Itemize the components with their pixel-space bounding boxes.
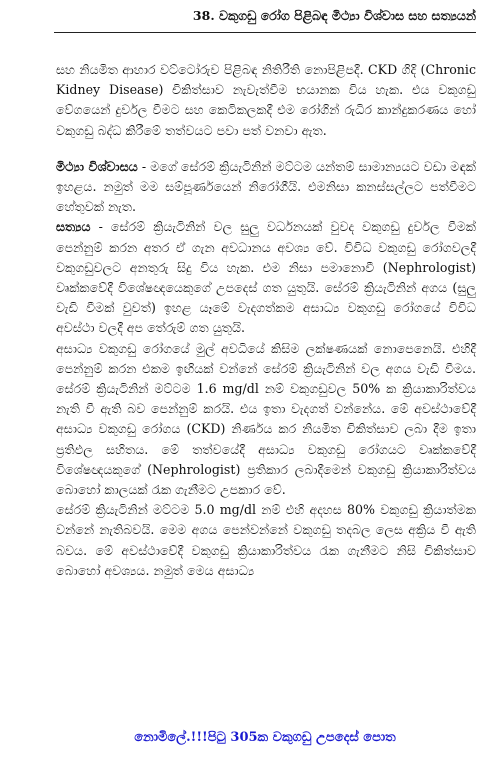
truth-label: සත්‍යය	[56, 219, 91, 235]
early-stage-paragraph: අසාධ්‍ය වකුගඩු රෝගයේ මුල් අවධියේ කිසිම ලක්ෂණයක් නොපෙනෙයි. එහිදී පෙන්නුම් කරන එකම ඉඟියක් වන්නේ සේරම් ක්‍රියැටිනින් වල අගය වැඩි වීමය. සේරම් ක්‍රියැටිනින් මට්ටම 1.6 mg/dl නම් වකුගඩුවල 50% ක ක්‍රියාකාරිත්වය නැති වී ඇති බව පෙන්නුම් කරයි. එය ඉතා වැදගත් වන්නේය. මේ අවස්ථාවේදී අසාධ්‍ය වකුගඩු රෝගය (CKD) නිර්ණය කර නියමිත චිකිත්සාව ලබා දීම ඉතා ප්‍රතිඵල සහිතය. මේ තත්වයේදී අසාධ්‍ය වකුගඩු රෝගයට වෘක්කවේදී විශේෂඥයකුගේ (Nephrologist) ප්‍රතිකාර ලබාදීමෙන් වකුගඩු ක්‍රියාකාරිත්වය බොහෝ කාලයක් රැක ගැනීමට උපකාර වේ.	[56, 340, 476, 498]
paragraph-gap	[56, 141, 476, 157]
truth-text: - සේරම් ක්‍රියැටිනින් වල සුලු වර්ධනයක් වුවද වකුගඩු දුර්වල වීමක් පෙන්නුම් කරන අතර ඒ ගැන අවධානය අවශ්‍ය වේ. විවිධ වකුගඩු රෝගවලදී වකුගඩුවලට අනතුරු සිදු විය හැක. එම නිසා පමානොවී (Nephrologist) වෘක්කවේදී විශේෂඥයෙකුගේ උපදෙස් ගත යුතුයි. සේරම් ක්‍රියැටිනින් අගය (සුලු වැඩි වීමක් වුවත්) ඉහළ යෑමේ වැදගත්කම අසාධ්‍ය වකුගඩු රෝගයේ විවිධ අවස්ථා වලදී අප තේරුම් ගත යුතුයි.	[56, 219, 476, 336]
running-header: 38. වකුගඩු රෝග පිළිබඳ මිථ්‍යා විශ්වාස සහ සත්‍යයන්	[192, 8, 476, 23]
page-body	[56, 60, 476, 581]
advanced-stage-paragraph: සේරම් ක්‍රියැටිනින් මට්ටම 5.0 mg/dl නම් එහි අදහස 80% වකුගඩු ක්‍රියාත්මක වන්නේ නැතිබවයි. මෙම අගය පෙන්වන්නේ වකුගඩු තදබල ලෙස අක්‍රිය වී ඇති බවය. මේ අවස්ථාවේදී වකුගඩු ක්‍රියාකාරිත්වය රැක ගැනීමට නිසි චිකිත්සාව බොහෝ අවශ්‍යය. නමුත් මෙය අසාධ්‍ය	[56, 502, 476, 578]
myth-paragraph	[56, 157, 476, 218]
myth-text: - මගේ සේරම් ක්‍රියැටිනින් මට්ටම යන්තම් සාමාන්‍යයට වඩා මඳක් ඉහළය. නමුත් මම සම්පූර්ණයෙන් නිරෝගීයි. එමනිසා කනස්සල්ලට පත්වීමට හේතුවක් නැත.	[56, 158, 476, 215]
header-divider	[54, 32, 476, 33]
intro-paragraph: සහ නියමිත ආහාර වට්ටෝරුව පිළිබඳ නිතිරීති නොපිළිපදී. CKD ගිදි (Chronic Kidney Disease) චිකිත්සාව නැවැත්වීම භයානක විය හැක. එය වකුගඩු වේගයෙන් දුර්වල වීමට සහ කෙටිකලකදී එම රෝගින් රුධිර කාන්දුකරණය හෝ වකුගඩු බද්ධ කිරීමේ තත්වයට පවා පත් වනවා ඇත.	[56, 62, 476, 138]
myth-label: මිථ්‍යා විශ්වාසය	[56, 158, 138, 174]
truth-paragraph	[56, 217, 476, 338]
footer-promo-link[interactable]: නොමිලේ.!!!පිටු 305ක වකුගඩු උපදෙස් පොත	[134, 730, 396, 745]
